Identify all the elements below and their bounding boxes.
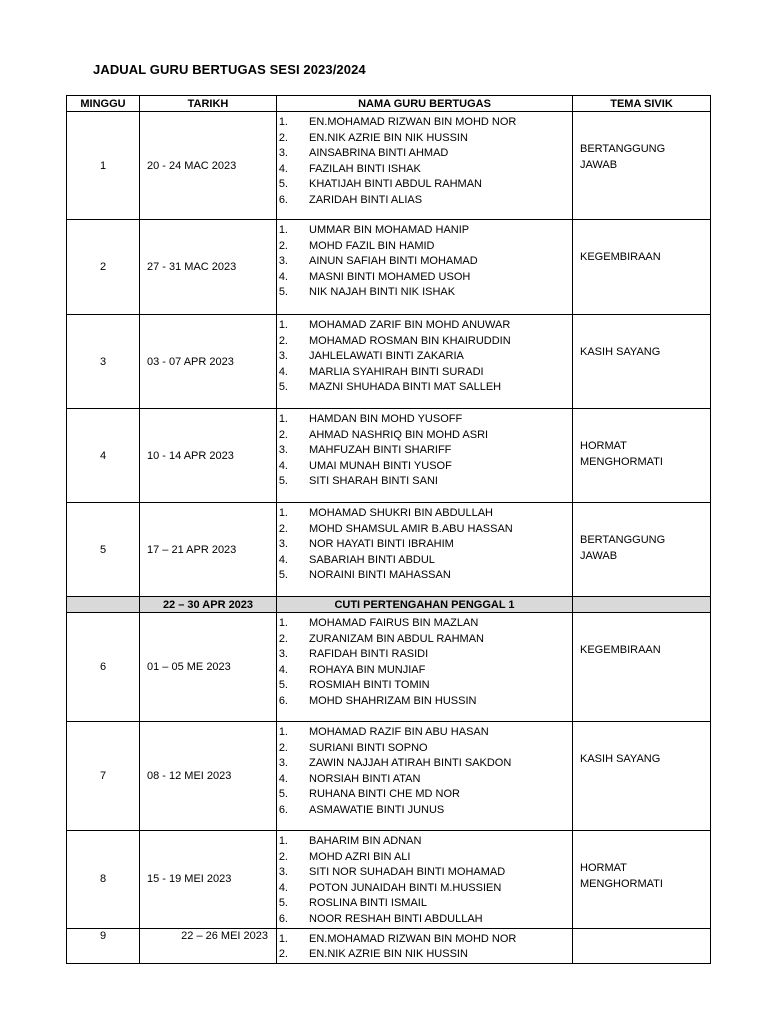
- teacher-name: MAZNI SHUHADA BINTI MAT SALLEH: [309, 381, 502, 394]
- week-row: [67, 112, 711, 220]
- teacher-name: ZAWIN NAJJAH ATIRAH BINTI SAKDON: [309, 757, 512, 770]
- teacher-name: MOHD SHAHRIZAM BIN HUSSIN: [309, 694, 477, 707]
- teacher-list-cell: [277, 409, 573, 503]
- teacher-item-number: 6.: [278, 694, 288, 707]
- teacher-name: ASMAWATIE BINTI JUNUS: [309, 803, 445, 816]
- teacher-name: MASNI BINTI MOHAMED USOH: [309, 270, 471, 283]
- teacher-item: [277, 694, 572, 710]
- teacher-name: MOHAMAD SHUKRI BIN ABDULLAH: [309, 507, 493, 519]
- civic-theme-line: HORMAT: [580, 862, 627, 874]
- teacher-name: JAHLELAWATI BINTI ZAKARIA: [309, 350, 464, 363]
- teacher-item-number: 1.: [278, 835, 288, 847]
- week-row: [67, 409, 711, 503]
- teacher-item-number: 1.: [278, 507, 288, 519]
- teacher-list: [277, 112, 572, 209]
- duty-schedule-table: [66, 95, 711, 964]
- teacher-item: [277, 678, 572, 694]
- teacher-item: [277, 725, 572, 741]
- teacher-item-number: 3.: [278, 757, 288, 770]
- teacher-item: [277, 947, 572, 963]
- holiday-blank: [573, 597, 711, 613]
- header-tema: TEMA SIVIK: [573, 96, 711, 112]
- teacher-item: [277, 553, 572, 569]
- week-date: 22 – 26 MEI 2023: [140, 928, 277, 963]
- teacher-name: EN.MOHAMAD RIZWAN BIN MOHD NOR: [309, 932, 517, 945]
- teacher-list-cell: [277, 315, 573, 409]
- teacher-item-number: 1.: [278, 617, 288, 629]
- teacher-item-number: 1.: [278, 413, 288, 425]
- teacher-item: [277, 803, 572, 819]
- teacher-item-number: 6.: [278, 803, 288, 816]
- civic-theme: [573, 613, 711, 722]
- teacher-item: [277, 459, 572, 475]
- teacher-list: [277, 315, 572, 396]
- teacher-name: MOHD AZRI BIN ALI: [309, 850, 411, 863]
- teacher-list: [277, 220, 572, 301]
- teacher-name: MARLIA SYAHIRAH BINTI SURADI: [309, 365, 484, 378]
- teacher-item: [277, 474, 572, 490]
- teacher-item-number: 4.: [278, 772, 288, 785]
- holiday-row: [67, 597, 711, 613]
- teacher-name: ROHAYA BIN MUNJIAF: [309, 663, 426, 676]
- teacher-name: NORSIAH BINTI ATAN: [309, 772, 421, 785]
- week-number: 5: [67, 503, 140, 597]
- week-number: 7: [67, 722, 140, 831]
- teacher-item-number: 3.: [278, 444, 288, 457]
- week-date: 15 - 19 MEI 2023: [140, 831, 277, 929]
- header-nama: NAMA GURU BERTUGAS: [277, 96, 573, 112]
- civic-theme-line: KASIH SAYANG: [580, 346, 661, 358]
- week-number: 3: [67, 315, 140, 409]
- civic-theme-line: MENGHORMATI: [580, 878, 663, 890]
- teacher-name: SITI NOR SUHADAH BINTI MOHAMAD: [309, 866, 506, 879]
- teacher-item: [277, 912, 572, 928]
- week-date: 17 – 21 APR 2023: [140, 503, 277, 597]
- teacher-name: BAHARIM BIN ADNAN: [309, 835, 422, 847]
- teacher-item-number: 2.: [278, 334, 288, 347]
- teacher-item: [277, 787, 572, 803]
- teacher-list: [277, 503, 572, 584]
- teacher-list: [277, 722, 572, 819]
- teacher-item-number: 1.: [278, 319, 288, 331]
- teacher-item-number: 2.: [278, 522, 288, 535]
- teacher-item-number: 4.: [278, 881, 288, 894]
- civic-theme-line: BERTANGGUNG: [580, 143, 666, 155]
- teacher-name: MOHD SHAMSUL AMIR B.ABU HASSAN: [309, 522, 513, 535]
- week-number: 1: [67, 112, 140, 220]
- teacher-item-number: 1.: [278, 726, 288, 738]
- teacher-item-number: 5.: [278, 381, 288, 394]
- teacher-item: [277, 318, 572, 334]
- teacher-list-cell: [277, 928, 573, 963]
- teacher-name: NIK NAJAH BINTI NIK ISHAK: [309, 286, 456, 299]
- teacher-name: NORAINI BINTI MAHASSAN: [309, 569, 451, 582]
- teacher-item: [277, 239, 572, 255]
- week-row: [67, 220, 711, 315]
- teacher-item-number: 5.: [278, 897, 288, 910]
- teacher-list: [277, 409, 572, 490]
- teacher-item-number: 6.: [278, 912, 288, 925]
- week-row: [67, 722, 711, 831]
- teacher-item-number: 5.: [278, 679, 288, 692]
- teacher-item-number: 3.: [278, 866, 288, 879]
- civic-theme: [573, 220, 711, 315]
- teacher-item: [277, 146, 572, 162]
- teacher-item: [277, 412, 572, 428]
- week-row: [67, 503, 711, 597]
- teacher-item: [277, 647, 572, 663]
- week-date: 20 - 24 MAC 2023: [140, 112, 277, 220]
- teacher-item-number: 6.: [278, 193, 288, 206]
- teacher-name: ROSMIAH BINTI TOMIN: [309, 679, 430, 692]
- week-date: 01 – 05 ME 2023: [140, 613, 277, 722]
- teacher-item: [277, 506, 572, 522]
- teacher-item: [277, 162, 572, 178]
- teacher-name: NOR HAYATI BINTI IBRAHIM: [309, 538, 454, 551]
- teacher-list-cell: [277, 613, 573, 722]
- teacher-item-number: 2.: [278, 428, 288, 441]
- teacher-item: [277, 270, 572, 286]
- teacher-name: MAHFUZAH BINTI SHARIFF: [309, 444, 452, 457]
- teacher-item-number: 5.: [278, 178, 288, 191]
- week-number: 9: [67, 928, 140, 963]
- teacher-name: MOHAMAD ZARIF BIN MOHD ANUWAR: [309, 319, 511, 331]
- teacher-item-number: 4.: [278, 459, 288, 472]
- holiday-label: CUTI PERTENGAHAN PENGGAL 1: [277, 597, 573, 613]
- teacher-list: [277, 613, 572, 710]
- schedule-body: [67, 112, 711, 964]
- teacher-name: ROSLINA BINTI ISMAIL: [309, 897, 427, 910]
- teacher-item-number: 4.: [278, 663, 288, 676]
- header-tarikh: TARIKH: [140, 96, 277, 112]
- teacher-item: [277, 741, 572, 757]
- teacher-list-cell: [277, 722, 573, 831]
- civic-theme: [573, 409, 711, 503]
- teacher-item: [277, 896, 572, 912]
- teacher-name: AINUN SAFIAH BINTI MOHAMAD: [309, 255, 478, 268]
- holiday-blank: [67, 597, 140, 613]
- teacher-item: [277, 850, 572, 866]
- teacher-name: MOHAMAD FAIRUS BIN MAZLAN: [309, 617, 479, 629]
- teacher-name: SABARIAH BINTI ABDUL: [309, 553, 435, 566]
- page-title: JADUAL GURU BERTUGAS SESI 2023/2024: [93, 62, 366, 77]
- teacher-name: UMAI MUNAH BINTI YUSOF: [309, 459, 452, 472]
- teacher-item: [277, 177, 572, 193]
- teacher-item-number: 1.: [278, 224, 288, 236]
- teacher-name: EN.MOHAMAD RIZWAN BIN MOHD NOR: [309, 116, 517, 128]
- teacher-item: [277, 663, 572, 679]
- teacher-item-number: 5.: [278, 286, 288, 299]
- civic-theme: [573, 315, 711, 409]
- teacher-list: [277, 929, 572, 963]
- teacher-name: ZARIDAH BINTI ALIAS: [309, 193, 423, 206]
- teacher-item: [277, 881, 572, 897]
- week-row: [67, 928, 711, 963]
- teacher-list-cell: [277, 831, 573, 929]
- teacher-item-number: 5.: [278, 569, 288, 582]
- teacher-item-number: 4.: [278, 162, 288, 175]
- teacher-name: HAMDAN BIN MOHD YUSOFF: [309, 413, 463, 425]
- teacher-item: [277, 568, 572, 584]
- teacher-name: ZURANIZAM BIN ABDUL RAHMAN: [309, 632, 485, 645]
- teacher-item-number: 1.: [278, 116, 288, 128]
- week-number: 2: [67, 220, 140, 315]
- teacher-item-number: 4.: [278, 270, 288, 283]
- teacher-item-number: 2.: [278, 850, 288, 863]
- teacher-item-number: 2.: [278, 948, 288, 961]
- teacher-name: FAZILAH BINTI ISHAK: [309, 162, 421, 175]
- teacher-name: RAFIDAH BINTI RASIDI: [309, 648, 429, 661]
- teacher-item: [277, 616, 572, 632]
- teacher-name: EN.NIK AZRIE BIN NIK HUSSIN: [309, 948, 468, 961]
- teacher-item: [277, 756, 572, 772]
- teacher-name: AHMAD NASHRIQ BIN MOHD ASRI: [309, 428, 489, 441]
- teacher-name: AINSABRINA BINTI AHMAD: [309, 147, 449, 160]
- week-date: 10 - 14 APR 2023: [140, 409, 277, 503]
- teacher-item: [277, 349, 572, 365]
- teacher-item-number: 3.: [278, 538, 288, 551]
- teacher-item-number: 1.: [278, 932, 288, 945]
- teacher-item-number: 4.: [278, 553, 288, 566]
- teacher-name: KHATIJAH BINTI ABDUL RAHMAN: [309, 178, 482, 191]
- teacher-item: [277, 115, 572, 131]
- civic-theme: [573, 831, 711, 929]
- teacher-item: [277, 380, 572, 396]
- week-number: 8: [67, 831, 140, 929]
- teacher-item-number: 3.: [278, 255, 288, 268]
- civic-theme-line: BERTANGGUNG: [580, 534, 666, 546]
- teacher-name: SITI SHARAH BINTI SANI: [309, 475, 438, 488]
- teacher-name: MOHD FAZIL BIN HAMID: [309, 239, 435, 252]
- teacher-name: SURIANI BINTI SOPNO: [309, 741, 428, 754]
- teacher-item-number: 2.: [278, 741, 288, 754]
- week-row: [67, 831, 711, 929]
- teacher-name: UMMAR BIN MOHAMAD HANIP: [309, 224, 470, 236]
- week-number: 6: [67, 613, 140, 722]
- teacher-item: [277, 632, 572, 648]
- teacher-item: [277, 834, 572, 850]
- teacher-item-number: 2.: [278, 239, 288, 252]
- civic-theme: [573, 722, 711, 831]
- header-row: [67, 96, 711, 112]
- civic-theme: [573, 928, 711, 963]
- teacher-item-number: 5.: [278, 788, 288, 801]
- teacher-name: MOHAMAD ROSMAN BIN KHAIRUDDIN: [309, 334, 511, 347]
- civic-theme-line: KASIH SAYANG: [580, 753, 661, 765]
- teacher-item: [277, 334, 572, 350]
- teacher-item: [277, 537, 572, 553]
- week-row: [67, 613, 711, 722]
- week-row: [67, 315, 711, 409]
- teacher-item-number: 4.: [278, 365, 288, 378]
- week-date: 27 - 31 MAC 2023: [140, 220, 277, 315]
- teacher-list: [277, 831, 572, 928]
- teacher-item: [277, 772, 572, 788]
- week-date: 08 - 12 MEI 2023: [140, 722, 277, 831]
- header-minggu: MINGGU: [67, 96, 140, 112]
- teacher-item: [277, 193, 572, 209]
- teacher-item: [277, 522, 572, 538]
- teacher-item: [277, 131, 572, 147]
- teacher-item: [277, 932, 572, 948]
- teacher-item-number: 2.: [278, 131, 288, 144]
- teacher-name: NOOR RESHAH BINTI ABDULLAH: [309, 912, 483, 925]
- teacher-item-number: 3.: [278, 147, 288, 160]
- teacher-name: POTON JUNAIDAH BINTI M.HUSSIEN: [309, 881, 502, 894]
- week-date: 03 - 07 APR 2023: [140, 315, 277, 409]
- teacher-item: [277, 865, 572, 881]
- civic-theme: [573, 112, 711, 220]
- teacher-item: [277, 285, 572, 301]
- week-number: 4: [67, 409, 140, 503]
- teacher-item-number: 5.: [278, 475, 288, 488]
- civic-theme-line: JAWAB: [580, 550, 618, 562]
- teacher-name: RUHANA BINTI CHE MD NOR: [309, 788, 460, 801]
- teacher-item: [277, 443, 572, 459]
- teacher-item: [277, 365, 572, 381]
- teacher-item: [277, 254, 572, 270]
- teacher-list-cell: [277, 503, 573, 597]
- teacher-item-number: 3.: [278, 350, 288, 363]
- civic-theme-line: HORMAT: [580, 440, 627, 452]
- teacher-list-cell: [277, 112, 573, 220]
- civic-theme-line: JAWAB: [580, 159, 618, 171]
- holiday-date: 22 – 30 APR 2023: [140, 597, 277, 613]
- civic-theme: [573, 503, 711, 597]
- civic-theme-line: MENGHORMATI: [580, 456, 663, 468]
- teacher-item-number: 3.: [278, 648, 288, 661]
- teacher-item: [277, 428, 572, 444]
- teacher-name: EN.NIK AZRIE BIN NIK HUSSIN: [309, 131, 468, 144]
- teacher-item: [277, 223, 572, 239]
- teacher-item-number: 2.: [278, 632, 288, 645]
- teacher-name: MOHAMAD RAZIF BIN ABU HASAN: [309, 726, 489, 738]
- civic-theme-line: KEGEMBIRAAN: [580, 644, 661, 656]
- teacher-list-cell: [277, 220, 573, 315]
- civic-theme-line: KEGEMBIRAAN: [580, 251, 661, 263]
